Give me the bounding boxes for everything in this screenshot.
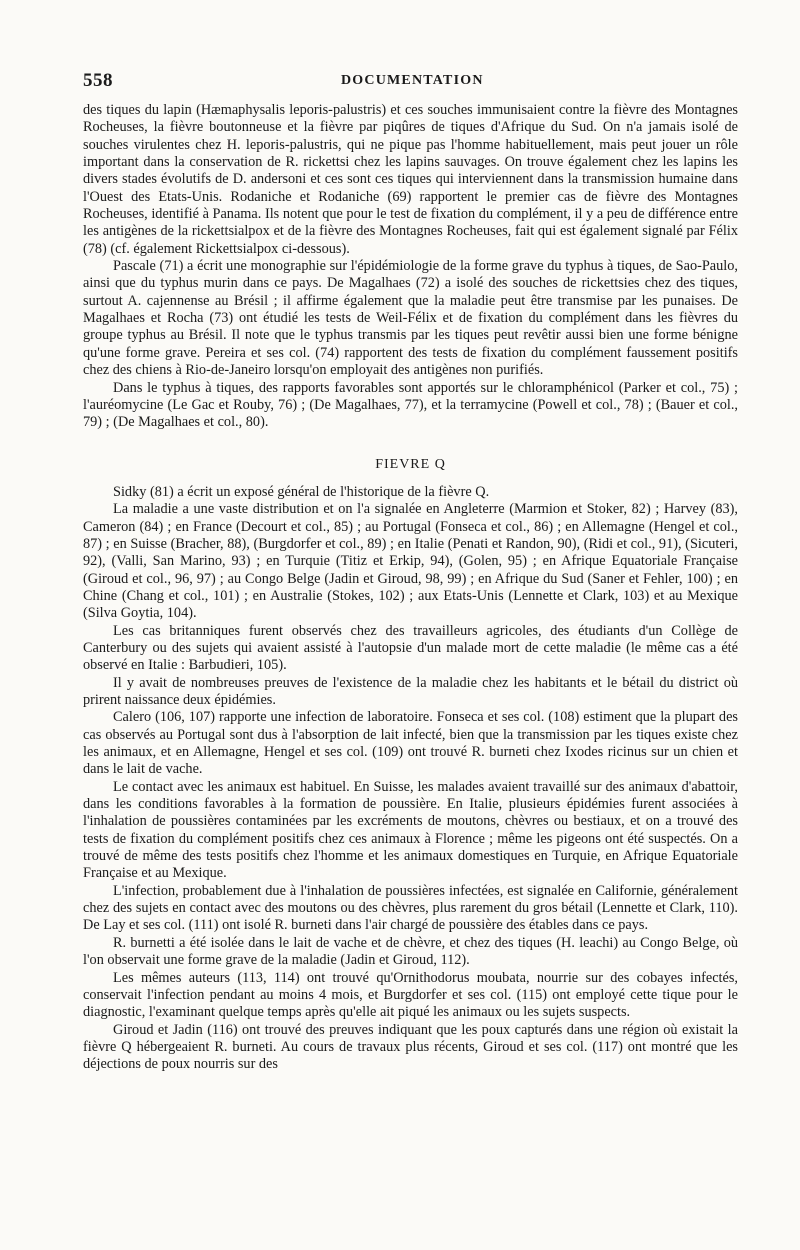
page-number: 558 — [83, 70, 113, 91]
section-title: FIEVRE Q — [375, 456, 446, 472]
paragraph: R. burnetti a été isolée dans le lait de vache et de chèvre, et chez des tiques (H. leachi) au Congo Belge, où l'on observait une forme grave de la maladie (Jadin et Giroud, 112). — [83, 934, 738, 969]
paragraph: Les mêmes auteurs (113, 114) ont trouvé qu'Ornithodorus moubata, nourrie sur des cobayes infectés, conservait l'infection pendant au moins 4 mois, et Burgdorfer et ses col. (115) ont employé cette tique pour le diagnostic, l'examinant quelque temps après qu'elle ait piqué les animaux ou les sujets suspects. — [83, 969, 738, 1021]
paragraph: Le contact avec les animaux est habituel. En Suisse, les malades avaient travaillé sur des animaux d'abattoir, dans les conditions favorables à la formation de poussière. En Italie, plusieurs épidémies furent associées à l'inhalation de poussières contaminées par les excréments de moutons, chèvres ou bestiaux, et on a trouvé des tests de fixation du complément positifs chez ces animaux à Florence ; même les pigeons ont été suspectés. On a trouvé de même des tests positifs chez l'homme et les animaux domestiques en Turquie, en Afrique Equatoriale Française et au Mexique. — [83, 778, 738, 882]
paragraph: Giroud et Jadin (116) ont trouvé des preuves indiquant que les poux capturés dans une région où existait la fièvre Q hébergeaient R. burneti. Au cours de travaux plus récents, Giroud et ses col. (117) ont montré que les déjections de poux nourris sur des — [83, 1021, 738, 1073]
paragraph: La maladie a une vaste distribution et on l'a signalée en Angleterre (Marmion et Stoker, 82) ; Harvey (83), Cameron (84) ; en France (Decourt et col., 85) ; au Portugal (Fonseca et col., 86) ; en Allemagne (Hengel et col., 87) ; en Suisse (Bracher, 88), (Burgdorfer et col., 89) ; en Italie (Penati et Randon, 90), (Ridi et col., 91), (Sicuteri, 92), (Valli, San Marino, 93) ; en Turquie (Titiz et Erkip, 94), (Golen, 95) ; en Afrique Equatoriale Française (Giroud et col., 96, 97) ; au Congo Belge (Jadin et Giroud, 98, 99) ; en Afrique du Sud (Saner et Fehler, 100) ; en Chine (Chang et col., 101) ; en Australie (Stokes, 102) ; aux Etats-Unis (Lennette et Clark, 103) et au Mexique (Silva Goytia, 104). — [83, 501, 738, 622]
paragraph: des tiques du lapin (Hæmaphysalis leporis-palustris) et ces souches immunisaient contre la fièvre des Montagnes Rocheuses, la fièvre boutonneuse et la fièvre par piqûres de tiques d'Afrique du Sud. On n'a jamais isolé de souches virulentes chez H. leporis-palustris, qui ne pique pas l'homme habituellement, mais peut jouer un rôle important dans la conservation de R. rickettsi chez les lapins sauvages. On trouve également chez les lapins les divers stades évolutifs de D. andersoni et ces sont ces tiques qui interviennent dans la transmission humaine dans l'Ouest des Etats-Unis. Rodaniche et Rodaniche (69) rapportent le premier cas de fièvre des Montagnes Rocheuses, identifié à Panama. Ils notent que pour le test de fixation du complément, il y a peu de différence entre les antigènes de la rickettsialpox et de la fièvre des Montagnes Rocheuses, fait qui est également signalé par Félix (78) (cf. également Rickettsialpox ci-dessous). — [83, 102, 738, 257]
body-text — [83, 102, 738, 1074]
running-title: DOCUMENTATION — [341, 73, 484, 88]
paragraph: Calero (106, 107) rapporte une infection de laboratoire. Fonseca et ses col. (108) estiment que la plupart des cas observés au Portugal sont dus à l'absorption de lait infecté, bien que la transmission par les tiques existe chez les animaux, et en Allemagne, Hengel et ses col. (109) ont trouvé R. burneti chez Ixodes ricinus sur un chien et dans le lait de vache. — [83, 709, 738, 778]
paragraph: Sidky (81) a écrit un exposé général de l'historique de la fièvre Q. — [113, 483, 490, 500]
paragraph: Il y avait de nombreuses preuves de l'existence de la maladie chez les habitants et le bétail du district où prirent naissance deux épidémies. — [83, 674, 738, 708]
paragraph: L'infection, probablement due à l'inhalation de poussières infectées, est signalée en Californie, généralement chez des sujets en contact avec des moutons ou des chèvres, plus rarement du gros bétail (Lennette et Clark, 110). De Lay et ses col. (111) ont isolé R. burneti dans l'air chargé de poussière des étables dans ce pays. — [83, 882, 738, 934]
page-header — [83, 70, 738, 94]
paragraph: Dans le typhus à tiques, des rapports favorables sont apportés sur le chloramphénicol (Parker et col., 75) ; l'auréomycine (Le Gac et Rouby, 76) ; (De Magalhaes, 77), et la terramycine (Powell et col., 78) ; (Bauer et col., 79) ; (De Magalhaes et col., 80). — [83, 379, 738, 431]
paragraph: Pascale (71) a écrit une monographie sur l'épidémiologie de la forme grave du typhus à tiques, de Sao-Paulo, ainsi que du typhus murin dans ce pays. De Magalhaes (72) a isolé des souches de rickettsies chez des tiques, surtout A. cajennense au Brésil ; il affirme également que la maladie peut être transmise par les punaises. De Magalhaes et Rocha (73) ont étudié les tests de Weil-Félix et de fixation du complément dans les fièvres du groupe typhus au Brésil. Il note que le typhus transmis par les tiques peut revêtir aussi bien une forme bénigne qu'une forme grave. Pereira et ses col. (74) rapportent des tests de fixation du complément faussement positifs chez des chiens à Rio-de-Janeiro lorsqu'on employait des antigènes non purifiés. — [83, 258, 738, 379]
paragraph: Les cas britanniques furent observés chez des travailleurs agricoles, des étudiants d'un Collège de Canterbury ou des sujets qui avaient assisté à l'autopsie d'un malade mort de cette maladie (le même cas a été observé en Italie : Barbudieri, 105). — [83, 622, 738, 674]
